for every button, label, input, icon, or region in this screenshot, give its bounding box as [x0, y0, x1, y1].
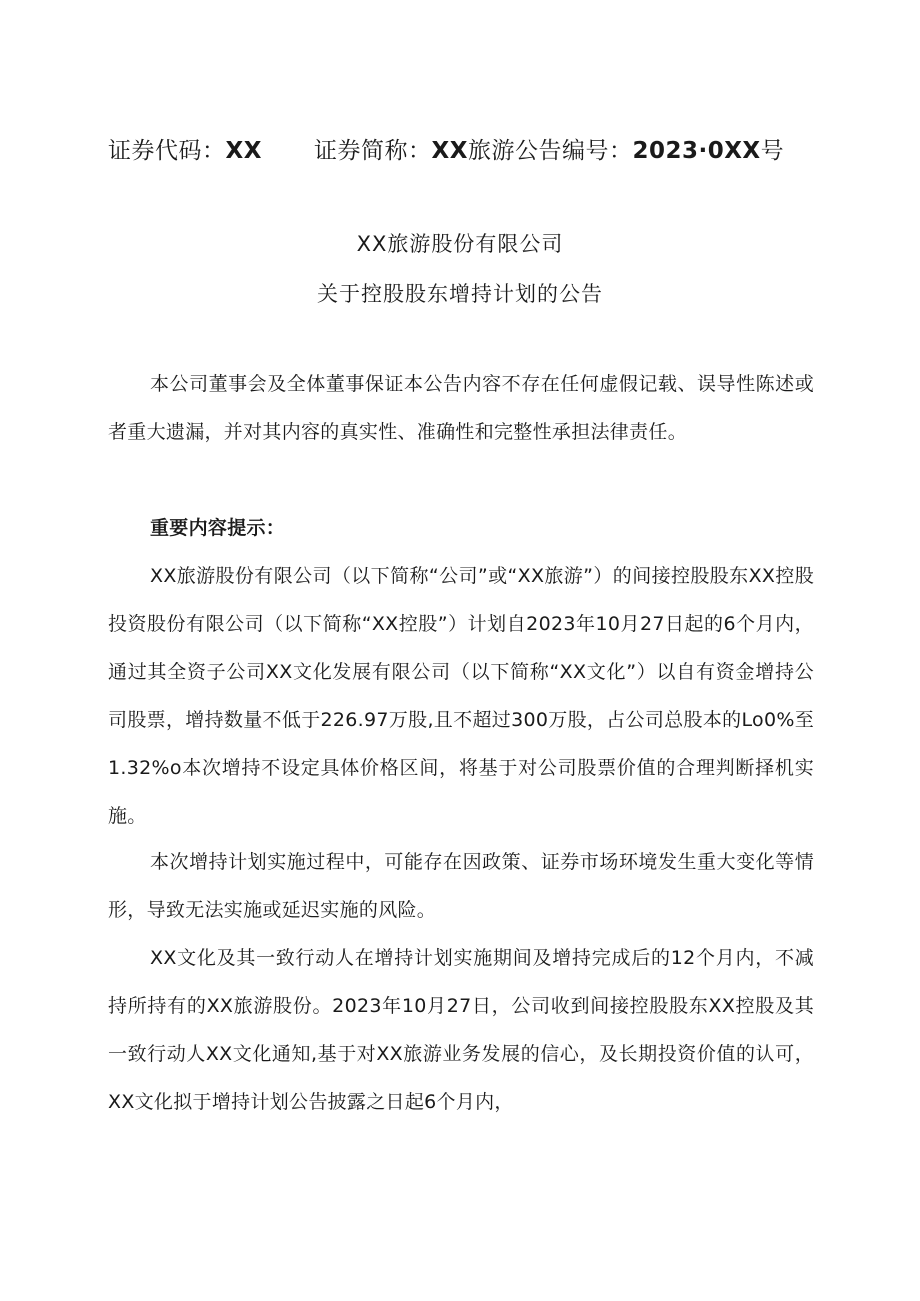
stock-abbr-label: 证券简称：: [313, 138, 432, 164]
stock-code-label: 证券代码：: [108, 138, 226, 164]
commitment-paragraph: XX文化及其一致行动人在增持计划实施期间及增持完成后的12个月内，不减持所持有的XX旅游股份。2023年10月27日，公司收到间接控股股东XX控股及其一致行动人XX文化通知,基于对XX旅游业务发展的信心，及长期投资价值的认可，XX文化拟于增持计划公告披露之日起6个月内，: [108, 947, 814, 1113]
notice-number-suffix: 号: [760, 138, 785, 164]
highlights-heading: 重要内容提示：: [150, 517, 286, 539]
notice-number-label: 旅游公告编号：: [467, 138, 633, 164]
increase-plan-paragraph: XX旅游股份有限公司（以下简称“公司”或“XX旅游”）的间接控股股东XX控股投资股份有限公司（以下简称“XX控股”）计划自2023年10月27日起的6个月内，通过其全资子公司XX文化发展有限公司（以下简称“XX文化”）以自有资金增持公司股票，增持数量不低于226.97万股,且不超过300万股，占公司总股本的Lo0%至1.32%o本次增持不设定具体价格区间，将基于对公司股票价值的合理判断择机实施。: [108, 565, 814, 827]
announcement-title: 关于控股股东增持计划的公告: [317, 282, 603, 306]
stock-abbr-value: XX: [431, 138, 468, 164]
risk-paragraph: 本次增持计划实施过程中，可能存在因政策、证券市场环境发生重大变化等情形，导致无法实施或延迟实施的风险。: [108, 851, 814, 921]
notice-number-value: 2023·0XX: [632, 138, 761, 164]
stock-code-value: XX: [225, 138, 262, 164]
announcement-header: [108, 132, 784, 165]
board-statement: 本公司董事会及全体董事保证本公告内容不存在任何虚假记载、误导性陈述或者重大遗漏，并对其内容的真实性、准确性和完整性承担法律责任。: [108, 373, 814, 443]
company-title: XX旅游股份有限公司: [356, 232, 564, 256]
